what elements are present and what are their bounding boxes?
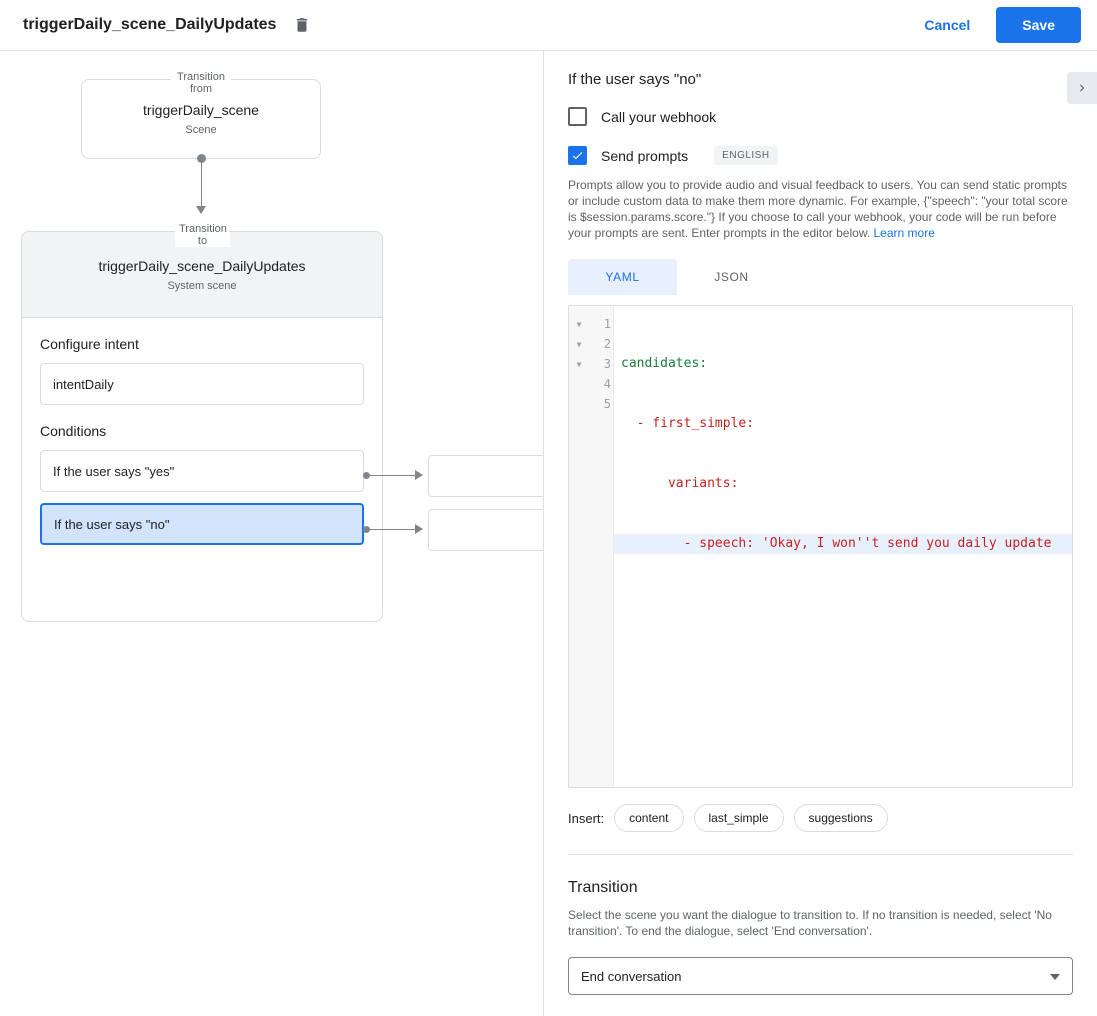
- panel-title: If the user says "no": [568, 70, 702, 88]
- stub-node-no[interactable]: [428, 509, 543, 551]
- editor-gutter: [569, 306, 614, 787]
- language-badge: ENGLISH: [714, 146, 777, 165]
- top-bar: [0, 0, 1097, 51]
- section-divider: [568, 854, 1073, 855]
- save-button[interactable]: Save: [996, 7, 1081, 43]
- fold-toggle-icon[interactable]: ▼: [576, 359, 582, 369]
- edge-arrow-no: [415, 524, 423, 534]
- gutter-row: [569, 314, 613, 334]
- stub-node-yes[interactable]: [428, 455, 543, 497]
- page-title: triggerDaily_scene_DailyUpdates: [23, 16, 277, 33]
- panel-header: [544, 51, 1097, 107]
- gutter-row: [569, 334, 613, 354]
- condition-item-no[interactable]: If the user says "no": [40, 503, 364, 545]
- panel-body: [544, 107, 1097, 995]
- condition-item-yes[interactable]: If the user says "yes": [40, 450, 364, 492]
- insert-chip-content[interactable]: content: [614, 804, 683, 832]
- prompt-editor[interactable]: [568, 305, 1073, 788]
- chevron-down-icon: [1050, 974, 1060, 980]
- prompts-description-text: Prompts allow you to provide audio and visual feedback to users. You can send static prompts or include custom data to make them more dynamic. For example, {"speech": "your total score is $session.params.score."} If you choose to call your webhook, your code will be run before your prompts are sent. Enter prompts in the editor below.: [568, 178, 1068, 240]
- edge-arrow-yes: [415, 470, 423, 480]
- node-to-type: System scene: [167, 279, 237, 292]
- check-icon: [571, 149, 584, 162]
- conditions-title: Conditions: [40, 423, 107, 439]
- webhook-row: [568, 107, 1073, 126]
- panel-collapse-button[interactable]: [1067, 72, 1097, 104]
- node-from-name: triggerDaily_scene: [143, 102, 259, 118]
- line-number: 2: [603, 337, 611, 351]
- transition-select[interactable]: [568, 957, 1073, 995]
- editor-code-area[interactable]: [614, 306, 1072, 787]
- cancel-button[interactable]: Cancel: [912, 9, 982, 41]
- trash-icon: [293, 16, 311, 34]
- transition-description: Select the scene you want the dialogue to transition to. If no transition is needed, select 'No transition'. To end the dialogue, select 'End conversation'.: [568, 908, 1052, 938]
- connector-line: [201, 161, 202, 209]
- gutter-row: [569, 374, 613, 394]
- details-panel: [543, 51, 1097, 1016]
- delete-button[interactable]: [290, 13, 314, 37]
- fold-toggle-icon[interactable]: ▼: [576, 339, 582, 349]
- transition-to-label: Transition to: [175, 223, 230, 247]
- tab-yaml[interactable]: YAML: [568, 259, 677, 295]
- insert-label: Insert:: [568, 810, 605, 826]
- prompts-row: [568, 146, 1073, 165]
- code-line: [614, 594, 1072, 614]
- line-number: 1: [603, 317, 611, 331]
- node-to-name: triggerDaily_scene_DailyUpdates: [98, 257, 306, 274]
- insert-chip-suggestions[interactable]: suggestions: [794, 804, 888, 832]
- intent-field[interactable]: intentDaily: [40, 363, 364, 405]
- graph-canvas[interactable]: [0, 51, 543, 1016]
- prompts-description: [568, 177, 1073, 241]
- fold-toggle-icon[interactable]: ▼: [576, 319, 582, 329]
- insert-row: [568, 804, 1073, 832]
- gutter-row: [569, 354, 613, 374]
- top-bar-actions: [912, 7, 1081, 43]
- transition-title: Transition: [568, 879, 638, 896]
- line-number: 3: [603, 357, 611, 371]
- code-line: - speech: 'Okay, I won''t send you daily update: [614, 534, 1072, 554]
- editor-tabs: [568, 259, 1073, 296]
- line-number: 4: [603, 377, 611, 391]
- prompts-label: Send prompts: [601, 147, 689, 164]
- code-line: variants:: [621, 476, 739, 491]
- line-number: 5: [603, 397, 611, 411]
- edge-line-no: [368, 529, 416, 530]
- configure-intent-title: Configure intent: [40, 336, 139, 352]
- node-transition-to[interactable]: [21, 231, 383, 622]
- webhook-label: Call your webhook: [601, 108, 717, 125]
- chevron-right-icon: [1075, 81, 1089, 95]
- transition-from-label: Transition from: [171, 71, 231, 95]
- prompts-checkbox[interactable]: [568, 146, 587, 165]
- webhook-checkbox[interactable]: [568, 107, 587, 126]
- insert-chip-last-simple[interactable]: last_simple: [694, 804, 784, 832]
- learn-more-link[interactable]: Learn more: [873, 226, 935, 240]
- code-line: - first_simple:: [621, 416, 755, 431]
- node-from-type: Scene: [185, 124, 217, 136]
- gutter-row: [569, 394, 613, 414]
- transition-select-value: End conversation: [581, 968, 682, 984]
- code-line: candidates:: [621, 356, 708, 371]
- tab-json[interactable]: JSON: [714, 270, 749, 284]
- edge-line-yes: [368, 475, 416, 476]
- connector-arrow: [196, 206, 206, 214]
